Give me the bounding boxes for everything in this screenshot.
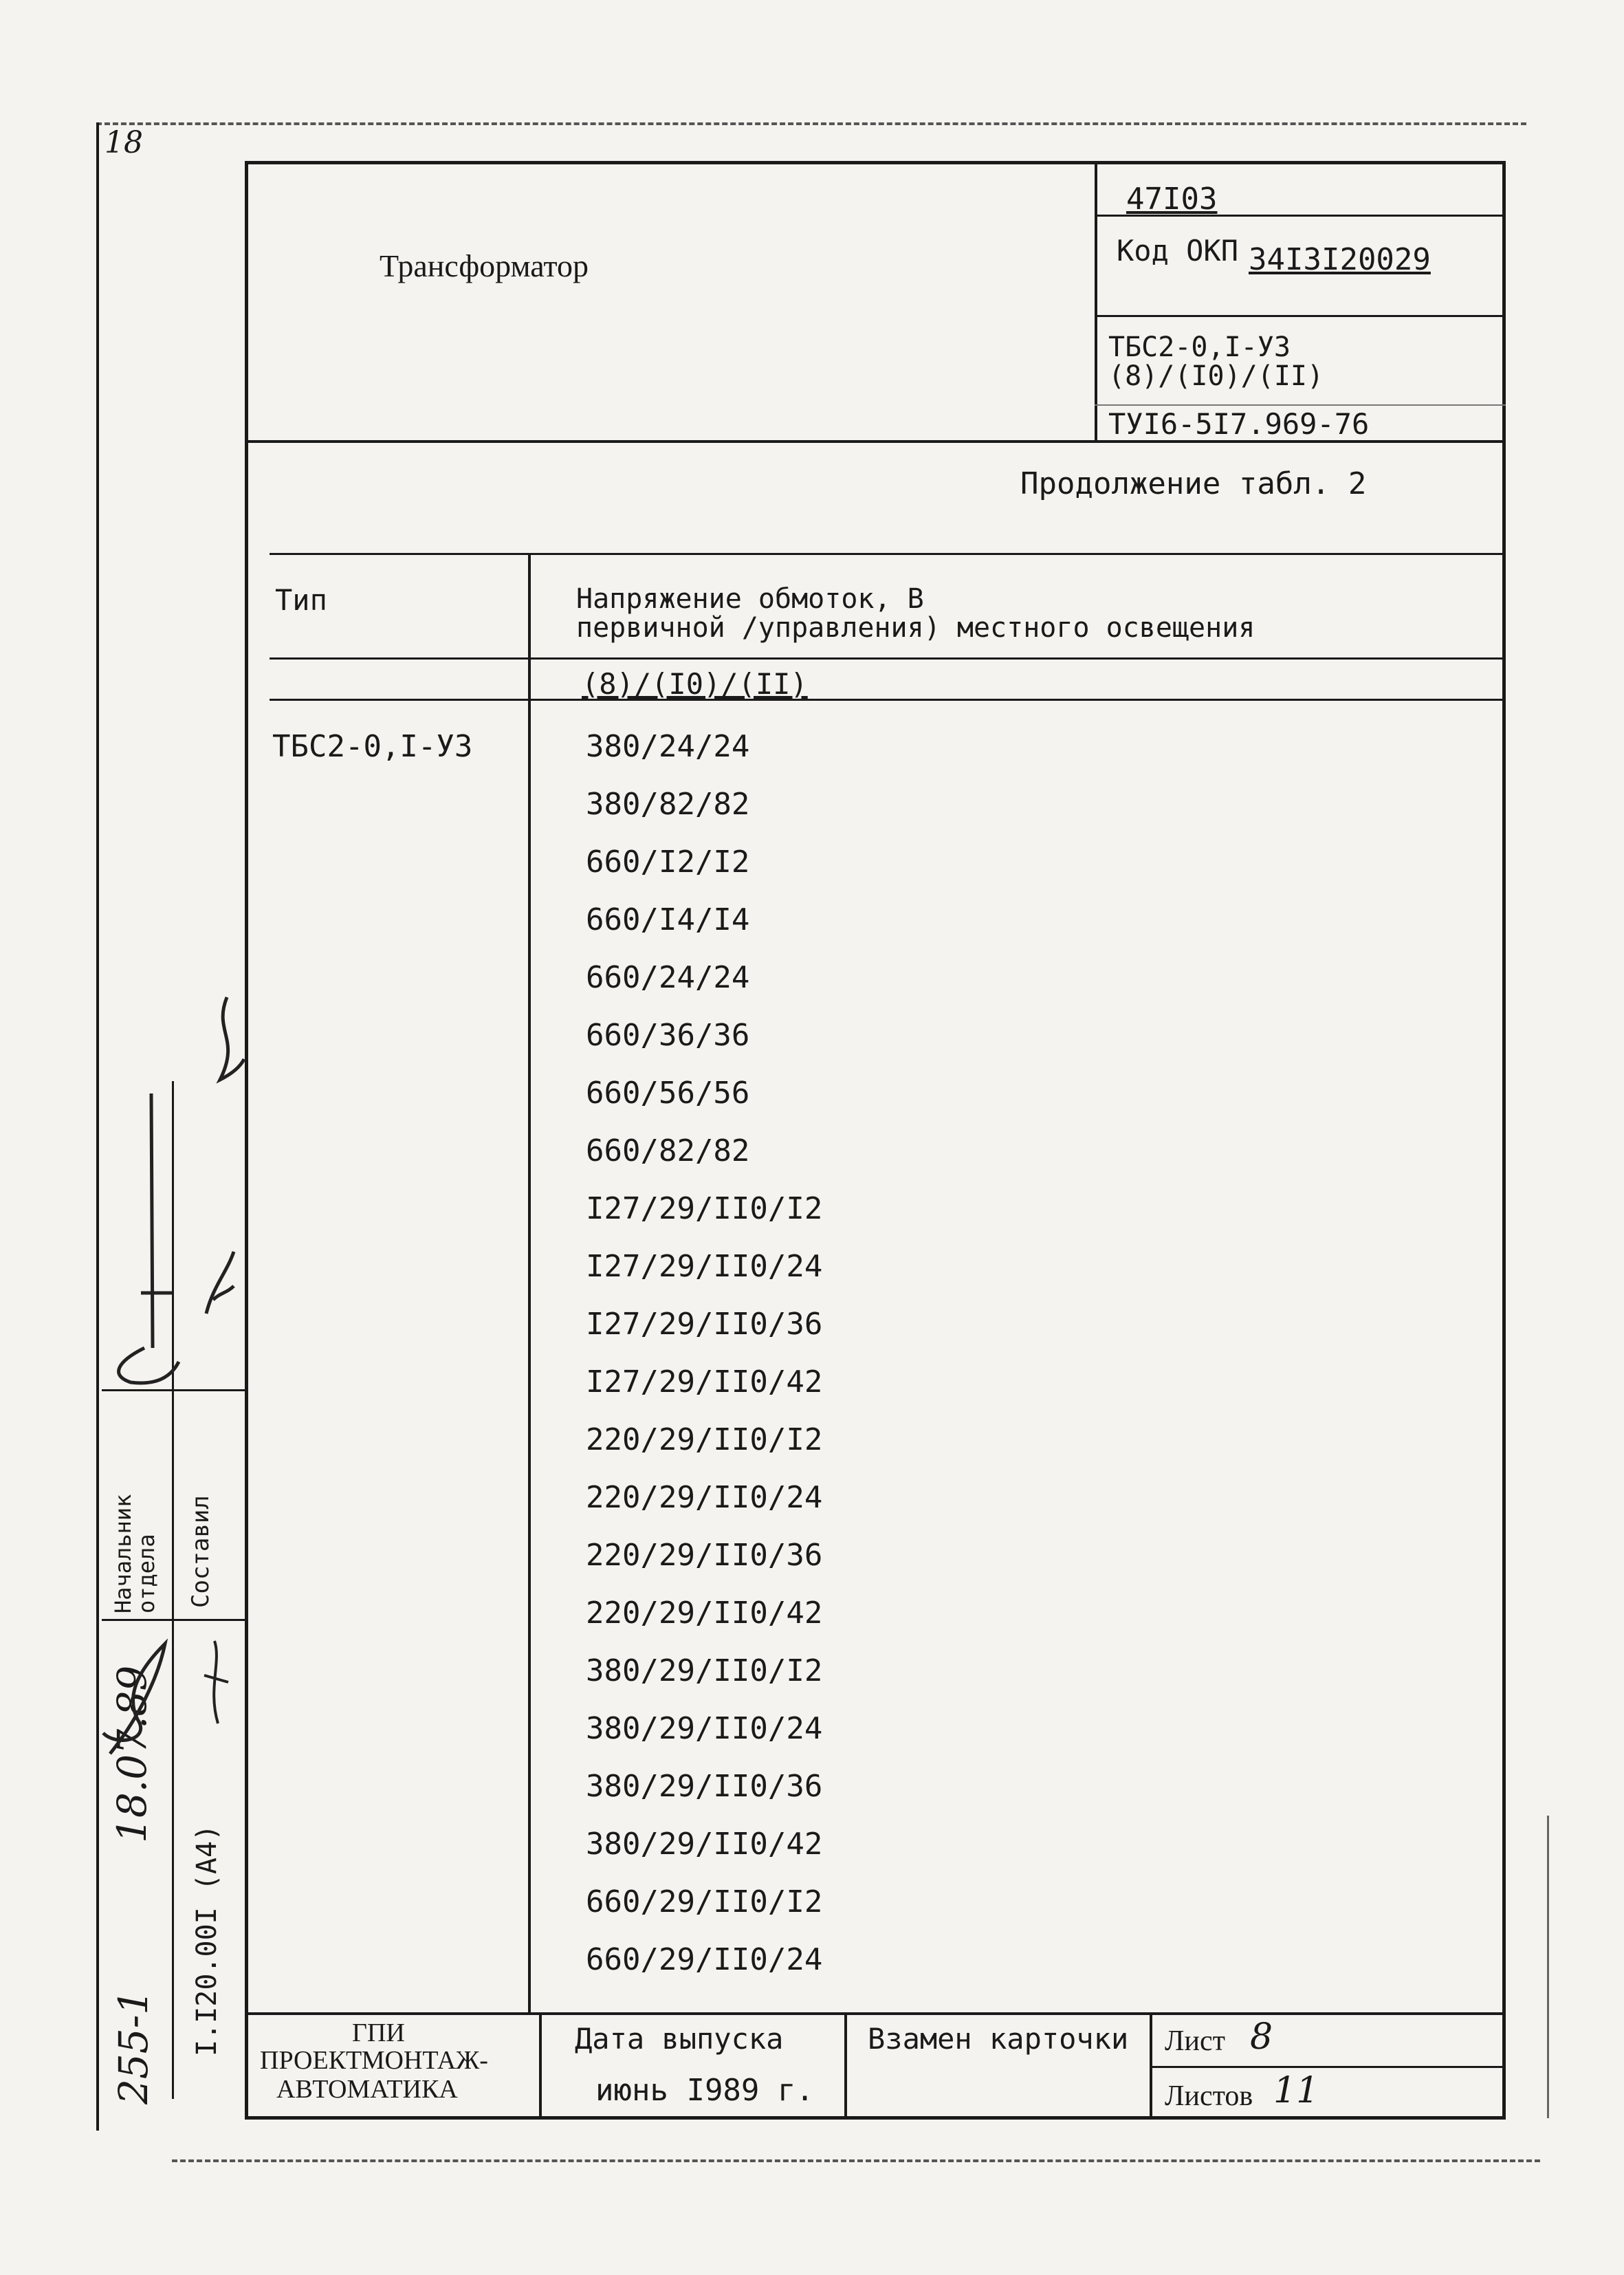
table-column-divider bbox=[528, 553, 531, 2014]
table-row: 660/I2/I2 bbox=[586, 845, 750, 880]
table-row: 380/29/II0/36 bbox=[586, 1769, 823, 1804]
col-voltage-header-2: первичной /управления) местного освещения bbox=[576, 612, 1255, 644]
date-value: июнь I989 г. bbox=[595, 2073, 814, 2108]
table-subheader-line bbox=[270, 699, 1506, 701]
sidebar-line-inner bbox=[102, 1389, 245, 1391]
table-row: 220/29/II0/36 bbox=[586, 1538, 823, 1573]
table-row: I27/29/II0/24 bbox=[586, 1249, 823, 1284]
page-number: 18 bbox=[105, 125, 143, 160]
table-header-line bbox=[270, 657, 1506, 660]
footer-sheet-divider bbox=[1150, 2066, 1506, 2068]
signature-head bbox=[103, 1087, 186, 1389]
left-margin-line bbox=[96, 122, 99, 2131]
top-dashed-border bbox=[96, 122, 1526, 125]
table-row: 660/36/36 bbox=[586, 1018, 750, 1053]
table-row: 660/82/82 bbox=[586, 1133, 750, 1168]
signature-compiler-2 bbox=[199, 1245, 241, 1327]
okp-code: 34I3I20029 bbox=[1249, 242, 1431, 277]
sheets-label: Листов bbox=[1165, 2080, 1253, 2112]
table-row: 380/29/II0/42 bbox=[586, 1827, 823, 1862]
inventory-number: 255-1 bbox=[110, 1989, 157, 2104]
replace-label: Взамен карточки bbox=[868, 2022, 1129, 2056]
table-row: 380/29/II0/I2 bbox=[586, 1653, 823, 1688]
date-label: Дата выпуска bbox=[575, 2022, 784, 2056]
sheet-number: 8 bbox=[1250, 2016, 1273, 2058]
table-row: I27/29/II0/42 bbox=[586, 1364, 823, 1400]
org-line-2: ПРОЕКТМОНТАЖ- bbox=[260, 2046, 488, 2075]
bottom-dashed-border bbox=[172, 2159, 1540, 2162]
footer-divider-1 bbox=[539, 2012, 542, 2120]
col-voltage-header-1: Напряжение обмоток, В bbox=[576, 583, 924, 615]
table-row: 380/82/82 bbox=[586, 787, 750, 822]
table-top-line bbox=[270, 553, 1506, 555]
compiled-by-label: Составил bbox=[187, 1495, 215, 1608]
table-row: 220/29/II0/42 bbox=[586, 1596, 823, 1631]
header-right-line-2 bbox=[1095, 315, 1506, 317]
table-row: 660/I4/I4 bbox=[586, 902, 750, 937]
table-row: I27/29/II0/36 bbox=[586, 1307, 823, 1342]
table-row: 380/24/24 bbox=[586, 729, 750, 764]
header-vertical-divider bbox=[1095, 161, 1097, 442]
model-line-2: (8)/(I0)/(II) bbox=[1108, 360, 1324, 392]
form-code: I.I20.00I (A4) bbox=[191, 1824, 223, 2056]
signature-date bbox=[96, 1637, 172, 1761]
org-line-3: АВТОМАТИКА bbox=[276, 2075, 458, 2104]
document-title: Трансформатор bbox=[380, 248, 589, 283]
head-of-department-label: Начальник отдела bbox=[110, 1494, 160, 1613]
table-subheader: (8)/(I0)/(II) bbox=[582, 667, 808, 701]
tu-number: ТУI6-5I7.969-76 bbox=[1108, 407, 1370, 441]
handwritten-date: 18.07.89 bbox=[109, 1665, 155, 1843]
okp-label: Код ОКП bbox=[1117, 234, 1239, 268]
code-number: 47I03 bbox=[1126, 182, 1218, 217]
model-line-1: ТБС2-0,I-УЗ bbox=[1108, 331, 1291, 363]
main-frame bbox=[245, 161, 1506, 2120]
table-row: 660/29/II0/24 bbox=[586, 1942, 823, 1977]
footer-divider-2 bbox=[844, 2012, 847, 2120]
table-row: I27/29/II0/I2 bbox=[586, 1191, 823, 1226]
sheet-label: Лист bbox=[1165, 2025, 1225, 2057]
footer-top-line bbox=[245, 2012, 1506, 2015]
org-line-1: ГПИ bbox=[352, 2018, 405, 2047]
table-row: 660/56/56 bbox=[586, 1076, 750, 1111]
signature-compiler bbox=[206, 990, 248, 1087]
signature-small bbox=[194, 1634, 235, 1730]
col-type-header: Тип bbox=[275, 583, 327, 617]
table-row: 220/29/II0/24 bbox=[586, 1480, 823, 1515]
header-right-line-3 bbox=[1095, 404, 1506, 406]
right-edge-mark bbox=[1547, 1816, 1549, 2118]
sheets-count: 11 bbox=[1273, 2070, 1319, 2111]
table-row: 660/29/II0/I2 bbox=[586, 1884, 823, 1919]
sidebar-line-mid bbox=[102, 1619, 245, 1621]
type-value: ТБС2-0,I-УЗ bbox=[272, 729, 473, 764]
continuation-label: Продолжение табл. 2 bbox=[1020, 466, 1367, 501]
table-row: 220/29/II0/I2 bbox=[586, 1422, 823, 1457]
table-row: 660/24/24 bbox=[586, 960, 750, 995]
table-row: 380/29/II0/24 bbox=[586, 1711, 823, 1746]
